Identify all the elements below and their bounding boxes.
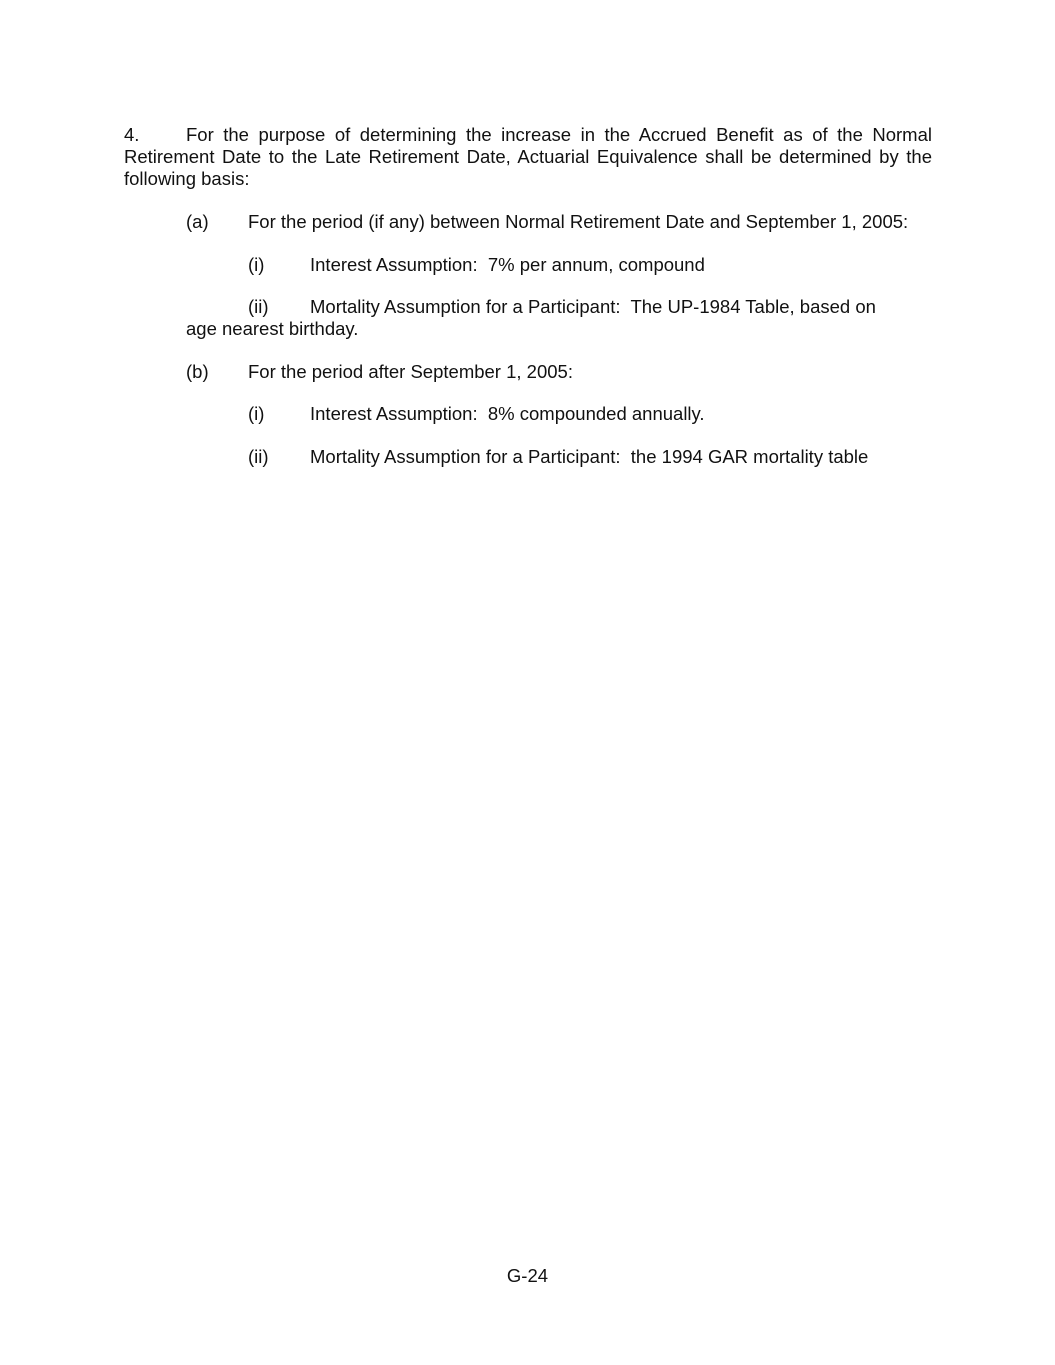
item-a-ii xyxy=(186,296,906,340)
item-b-ii xyxy=(248,446,868,468)
item-b-i xyxy=(248,403,705,425)
item-a-ii-continuation: age nearest birthday. xyxy=(186,318,359,339)
item-a-text: For the period (if any) between Normal Retirement Date and September 1, 2005: xyxy=(248,211,909,232)
item-a-ii-first-line xyxy=(186,296,906,318)
item-a-i-marker: (i) xyxy=(248,254,265,275)
item-b-ii-marker: (ii) xyxy=(248,446,269,467)
section-4-paragraph xyxy=(124,124,932,190)
item-b xyxy=(186,361,573,383)
item-b-text: For the period after September 1, 2005: xyxy=(248,361,573,382)
item-b-i-text: Interest Assumption: 8% compounded annually. xyxy=(310,403,705,424)
item-b-i-marker: (i) xyxy=(248,403,265,424)
item-b-ii-text: Mortality Assumption for a Participant: the 1994 GAR mortality table xyxy=(310,446,869,467)
item-a xyxy=(186,211,908,233)
item-a-ii-marker: (ii) xyxy=(248,296,269,317)
item-b-marker: (b) xyxy=(186,361,209,382)
section-number: 4. xyxy=(124,124,140,145)
page-number: G-24 xyxy=(506,1265,549,1286)
item-a-ii-text: Mortality Assumption for a Participant: The UP-1984 Table, based on xyxy=(310,296,876,317)
section-text: For the purpose of determining the increase in the Accrued Benefit as of the Normal Retirement Date to the Late Retirement Date, Actuarial Equivalence shall be determined by the following basis: xyxy=(124,124,932,189)
item-a-marker: (a) xyxy=(186,211,209,232)
item-a-i xyxy=(248,254,705,276)
item-a-i-text: Interest Assumption: 7% per annum, compound xyxy=(310,254,705,275)
